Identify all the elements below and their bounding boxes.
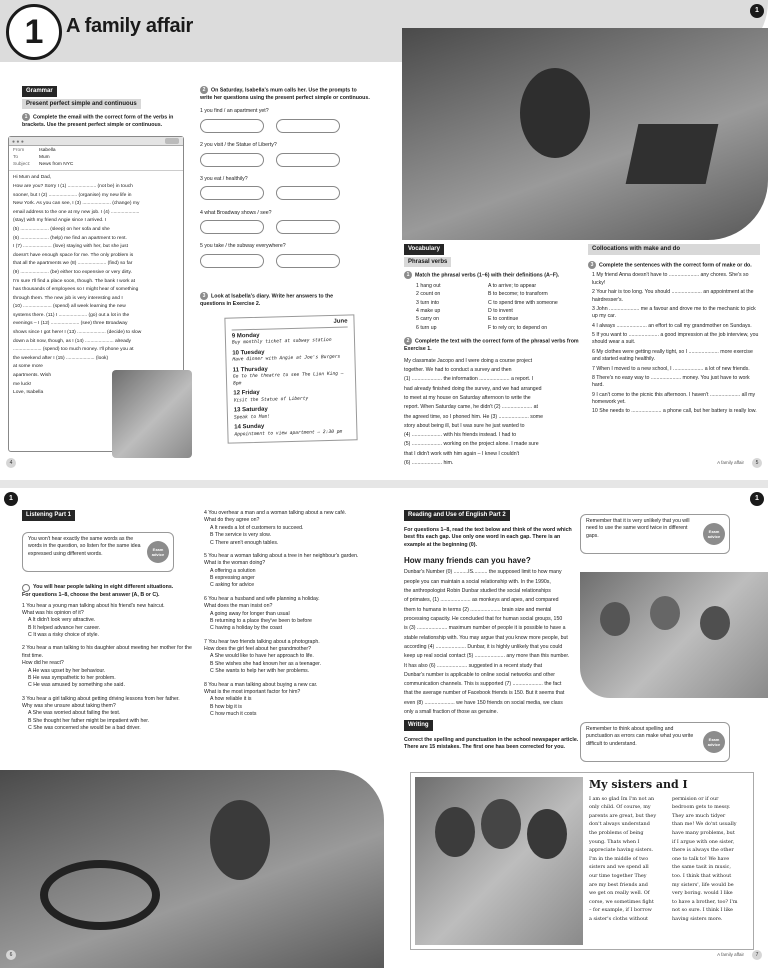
diary-day: 9 Monday bbox=[231, 332, 260, 340]
diary-note: Appointment to view apartment – 2:30 pm bbox=[234, 429, 343, 438]
text-line: only a small fraction of those as genuine. bbox=[404, 709, 499, 716]
listening-instruction-1: You will hear people talking in eight different situations. bbox=[33, 584, 174, 590]
question-stem: 6 You hear a husband and wife planning a holiday. bbox=[204, 595, 320, 602]
text-line: story about being ill, but I was sure he just wanted to bbox=[404, 422, 525, 429]
text-line: keep up real social contact (5) ..................... any more than this number. bbox=[404, 653, 570, 660]
email-from-value: Isabella bbox=[39, 148, 56, 153]
question-sub: What does the man insist on? bbox=[204, 603, 273, 610]
collocation-sentence: 9 I can't come to the picnic this afternoon. I haven't ..................... all my homework yet. bbox=[592, 391, 756, 406]
reading-gap-text bbox=[404, 568, 576, 716]
writing-exam-tip bbox=[580, 722, 730, 762]
listening-question bbox=[204, 553, 380, 590]
text-line: them to humans in terms (2) ..................... brain size and mental bbox=[404, 606, 552, 613]
listening-question-list-b bbox=[204, 510, 380, 718]
collocations-section bbox=[588, 244, 760, 418]
collocation-sentence: 5 If you want to ..................... a good impression at the job interview, you should wear a suit. bbox=[592, 332, 759, 346]
window-dots-icon: ● ● ● bbox=[12, 139, 24, 145]
exercise-number: 1 bbox=[22, 113, 30, 121]
article-line: we get on really well. Of bbox=[589, 890, 650, 897]
writing-label: Writing bbox=[404, 720, 433, 731]
photo-face-shape bbox=[700, 606, 730, 640]
answer-option[interactable]: C He was amused by something she said. bbox=[28, 682, 125, 689]
phrasal-verb: 2 count on bbox=[416, 291, 441, 298]
prompt-item bbox=[200, 108, 370, 136]
collocation-sentence: 2 Your hair is too long. You should ..................... an appointment at the hairdresser's. bbox=[592, 289, 754, 303]
collocation-sentence: 7 When I moved to a new school, I ..................... a lot of new friends. bbox=[592, 365, 750, 372]
footer-unit-name: A family affair bbox=[717, 460, 744, 465]
phrasal-verb: 5 carry on bbox=[416, 316, 440, 323]
question-answer-box[interactable] bbox=[200, 220, 264, 234]
exercise-number: 3 bbox=[200, 292, 208, 300]
collocations-instruction: Complete the sentences with the correct form of make or do. bbox=[599, 261, 752, 268]
diary-month: June bbox=[231, 318, 347, 331]
photo-face-shape bbox=[650, 596, 680, 630]
email-to-value: Mum bbox=[39, 154, 50, 160]
answer-option[interactable]: C She was concerned she would be a bad driver. bbox=[28, 725, 141, 732]
text-line: that the average number of Facebook friends is 150. But it seems that bbox=[404, 690, 565, 697]
question-stem: 8 You hear a man talking about buying a new car. bbox=[204, 681, 318, 688]
question-answer-box[interactable] bbox=[276, 220, 340, 234]
listening-question bbox=[204, 510, 380, 547]
ex3-instruction: Look at Isabella's diary. Write her answers to the questions in Exercise 2. bbox=[200, 293, 334, 307]
answer-option[interactable]: C There aren't enough tables. bbox=[210, 539, 279, 546]
text-line: (1) ..................... the information ..................... a report. I bbox=[404, 376, 534, 383]
page-number-right: 5 bbox=[752, 458, 762, 468]
grammar-section bbox=[22, 86, 192, 129]
ex2-instruction: On Saturday, Isabella's mum calls her. Use the prompts to write her questions using the present perfect simple or continuous. bbox=[200, 87, 370, 101]
sisters-photo bbox=[415, 777, 583, 945]
collocation-sentence: 10 She needs to ..................... a phone call, but her battery is really low. bbox=[592, 408, 757, 415]
collocation-sentence: 3 John ..................... me a favour and drove me to the mechanic to pick up my car. bbox=[592, 305, 756, 320]
email-from-key: From bbox=[13, 148, 25, 153]
article-line: have many problems, but bbox=[672, 829, 735, 836]
email-line: (9) ..................... (be) either too expensive or very dirty. bbox=[13, 269, 132, 275]
headphones-icon bbox=[22, 584, 30, 592]
text-line: (4) ..................... with his friends instead. I had to bbox=[404, 432, 517, 439]
ex2-section bbox=[200, 86, 370, 271]
definition: E to continue bbox=[488, 316, 519, 323]
question-stem: 5 You hear a woman talking about a tree in her neighbour's garden. bbox=[204, 552, 359, 559]
email-line: that all the apartments we (8) ..................... (find) so far bbox=[13, 261, 133, 267]
email-line: Hi Mum and Dad, bbox=[13, 175, 52, 181]
article-line: one to talk to! We have bbox=[672, 855, 730, 862]
article-line: sisters and we spend all bbox=[589, 864, 649, 871]
grammar-label: Grammar bbox=[22, 86, 57, 97]
listening-label: Listening Part 1 bbox=[22, 510, 75, 521]
question-answer-box[interactable] bbox=[200, 254, 264, 268]
email-line: ..................... (spend) too much money. I'll phone you at bbox=[13, 347, 134, 353]
prompt-text: 1 you find / an apartment yet? bbox=[200, 108, 269, 115]
diary-entry bbox=[234, 404, 350, 422]
text-line: that I didn't work with him again – I knew I couldn't bbox=[404, 450, 520, 457]
article-line: than me! We do'nt usually bbox=[672, 821, 737, 828]
article-line: a sister's cloths without bbox=[589, 915, 649, 922]
email-line: (10) ..................... (spend) all week learning the new bbox=[13, 304, 126, 310]
email-line: How are you? Sorry I (1) ..................... (not be) in touch bbox=[13, 183, 133, 189]
prompt-item bbox=[200, 176, 370, 204]
reading-section bbox=[404, 510, 576, 717]
answer-option[interactable]: A He was upset by her behaviour. bbox=[28, 667, 106, 674]
email-line: me luck! bbox=[13, 381, 32, 387]
question-stem: 2 You hear a man talking to his daughter about meeting her mother for the first time. bbox=[22, 645, 192, 659]
article-line: I am so glad Im I'm not an bbox=[589, 795, 655, 802]
phrasal-verb: 3 turn into bbox=[416, 299, 440, 306]
question-answer-box[interactable] bbox=[200, 119, 264, 133]
listening-question bbox=[22, 645, 194, 689]
exam-advice-badge: Exam advice bbox=[147, 541, 169, 563]
question-stem: 1 You hear a young man talking about his friend's new haircut. bbox=[22, 602, 165, 609]
answer-option[interactable]: B expressing anger bbox=[210, 575, 255, 581]
answer-option[interactable]: A It didn't look very attractive. bbox=[28, 617, 96, 624]
spread-unit-1 bbox=[0, 0, 768, 480]
exercise-number: 2 bbox=[200, 86, 208, 94]
writing-tip-text: Remember to think about spelling and punctuation as errors can make what you write difficult to understand. bbox=[586, 726, 694, 747]
text-line: the anthropologist Robin Dunbar studied the social relationships bbox=[404, 588, 551, 595]
writing-instruction: Correct the spelling and punctuation in the school newspaper article. There are 15 mistakes. The first one has been corrected for you. bbox=[404, 736, 579, 751]
email-line: doesn't have enough space for me. The only problem is bbox=[13, 252, 134, 258]
email-line: I (7) ..................... (love) staying with her, but she just bbox=[13, 244, 128, 250]
answer-option[interactable]: B She thought her father might be impatient with her. bbox=[28, 717, 150, 724]
listening-tip-text: You won't hear exactly the same words as the words in the question, so listen for the same idea expressed using different words. bbox=[28, 536, 141, 557]
article-title: My sisters and I bbox=[589, 778, 688, 791]
answer-option[interactable]: C asking for advice bbox=[210, 582, 255, 589]
collocation-sentence: 4 I always ..................... an effort to call my grandmother on Sundays. bbox=[592, 322, 752, 329]
email-line: through them. The new job is very interesting and I bbox=[13, 295, 123, 301]
answer-option[interactable]: A She was worried about failing the test. bbox=[28, 710, 121, 717]
email-line: email address to the one at my new job. I (4) ..................... bbox=[13, 209, 140, 215]
photo-face-shape bbox=[481, 799, 521, 849]
email-subject-value: News from NYC bbox=[39, 161, 74, 167]
listening-exam-tip bbox=[22, 532, 174, 572]
writing-section bbox=[404, 720, 580, 752]
email-line: New York. As you can see, I (3) ..................... (change) my bbox=[13, 201, 140, 207]
vocab-topic: Phrasal verbs bbox=[404, 257, 451, 268]
collocation-sentences bbox=[588, 272, 760, 415]
diary-note: Visit the Statue of Liberty bbox=[233, 396, 309, 404]
text-line: the agreed time, so I phoned him. He (3) ..................... some bbox=[404, 413, 543, 420]
reading-tip-text: Remember that it is very unlikely that you will need to use the same word twice in different gaps. bbox=[586, 518, 690, 539]
text-line: had already finished doing the survey, and we had arranged bbox=[404, 385, 542, 392]
email-line: (6) ..................... (help) me find an apartment to rent. bbox=[13, 235, 127, 241]
answer-option[interactable]: B returning to a place they've been to before bbox=[210, 617, 312, 624]
diary-note: Have dinner with Angie at Joe's Burgers bbox=[232, 354, 341, 363]
listening-question bbox=[204, 639, 380, 676]
email-line: the weekend after I (15) ..................... (look) bbox=[13, 355, 109, 361]
spread-unit-1-exams bbox=[0, 488, 768, 968]
article-line: I'm in the middle of two bbox=[589, 855, 649, 862]
text-line: according (4) ..................... Dunbar, it is highly unlikely that you could bbox=[404, 643, 563, 650]
article-line: too. I think that without bbox=[672, 872, 732, 879]
article-line: to have a brother, too? I'm bbox=[672, 898, 738, 905]
diary-day: 10 Tuesday bbox=[232, 349, 265, 357]
article-line: my sisters', life would be bbox=[672, 881, 734, 888]
text-line: report. When Saturday came, he didn't (2) ..................... at bbox=[404, 404, 538, 411]
article-line: our time together They bbox=[589, 872, 647, 879]
question-answer-box[interactable] bbox=[276, 186, 340, 200]
isabella-photo bbox=[112, 370, 192, 458]
email-line: (stay) with my friend Angie since I arrived. I bbox=[13, 218, 107, 224]
reading-exam-tip bbox=[580, 514, 730, 554]
article-line: if I argue with one sister, bbox=[672, 838, 735, 845]
article-line: – for example, if I borrow bbox=[589, 907, 652, 914]
question-answer-box[interactable] bbox=[200, 153, 264, 167]
definition-list bbox=[488, 283, 580, 333]
diary-day: 14 Sunday bbox=[234, 423, 265, 431]
spread-gap bbox=[0, 480, 768, 488]
vocabulary-section bbox=[404, 244, 580, 468]
prompt-text: 5 you take / the subway everywhere? bbox=[200, 243, 286, 250]
question-stem: 3 You hear a girl talking about getting driving lessons from her father. bbox=[22, 695, 180, 702]
answer-option[interactable]: B It helped advance her career. bbox=[28, 624, 101, 631]
answer-option[interactable]: A how reliable it is bbox=[210, 696, 252, 703]
listening-question bbox=[22, 603, 194, 640]
car-driving-photo bbox=[0, 770, 384, 968]
question-sub: What is the most important factor for him? bbox=[204, 688, 301, 695]
email-line: down a bit now, though, as I (14) ..................... already bbox=[13, 338, 131, 344]
diary-entry bbox=[232, 346, 348, 364]
question-stem: 4 You overhear a man and a woman talking about a new café. bbox=[204, 510, 347, 516]
answer-option[interactable]: C how much it costs bbox=[210, 711, 257, 717]
listening-questions-a bbox=[22, 584, 194, 739]
corner-unit-badge: 1 bbox=[750, 4, 764, 18]
prompt-item bbox=[200, 210, 370, 238]
diary-entry bbox=[233, 363, 350, 388]
prompt-item bbox=[200, 142, 370, 170]
question-sub: How did he react? bbox=[22, 660, 64, 667]
diary-note: Buy monthly ticket at subway station bbox=[231, 337, 332, 346]
text-line: (5) ..................... working on the project alone. I made sure bbox=[404, 441, 539, 448]
prompt-text: 2 you visit / the Statue of Liberty? bbox=[200, 142, 277, 149]
footer-unit-name: A family affair bbox=[717, 952, 744, 957]
question-sub: What is the woman doing? bbox=[204, 560, 266, 567]
photo-face-shape bbox=[435, 807, 475, 857]
article-line: having sisters more. bbox=[672, 915, 723, 922]
text-line: Dunbar's number is applicable to online social networks and other bbox=[404, 671, 555, 678]
photo-figure-shape bbox=[520, 68, 590, 158]
woman-laptop-photo bbox=[402, 28, 768, 240]
phrasal-verb: 4 make up bbox=[416, 308, 441, 315]
photo-face-shape bbox=[600, 602, 630, 636]
corner-unit-badge-right: 1 bbox=[750, 492, 764, 506]
question-sub: What do they agree on? bbox=[204, 517, 260, 524]
vocab-gap-text bbox=[404, 357, 580, 468]
question-sub: Why was she unsure about taking them? bbox=[22, 703, 116, 710]
email-subject-key: Subject: bbox=[13, 161, 31, 167]
definition: C to spend time with someone bbox=[488, 299, 558, 306]
ex2-prompts bbox=[200, 108, 370, 271]
answer-option[interactable]: C It was a risky choice of style. bbox=[28, 632, 99, 639]
diary-day: 11 Thursday bbox=[232, 366, 268, 374]
page-number-left: 6 bbox=[6, 950, 16, 960]
article-line: parents are great, but they bbox=[589, 812, 657, 819]
text-line: (6) ..................... him. bbox=[404, 460, 454, 467]
photo-steering-wheel-shape bbox=[40, 860, 160, 930]
email-send-icon bbox=[165, 138, 179, 144]
listening-question-list-a bbox=[22, 603, 194, 733]
question-sub: How does the girl feel about her grandmother? bbox=[204, 646, 311, 652]
article-column-1 bbox=[589, 796, 666, 925]
email-line: (5) ..................... (sleep) on her sofa and she bbox=[13, 226, 110, 232]
answer-option[interactable]: A going away for longer than usual bbox=[210, 610, 290, 617]
page-number-right: 7 bbox=[752, 950, 762, 960]
article-line: there is always the other bbox=[672, 847, 734, 854]
photo-passenger-shape bbox=[210, 800, 270, 880]
exam-advice-badge: Exam advice bbox=[703, 731, 725, 753]
answer-option[interactable]: B She wishes she had known her as a teenager. bbox=[210, 660, 322, 667]
reading-heading: How many friends can you have? bbox=[404, 556, 531, 566]
exam-advice-badge: Exam advice bbox=[703, 523, 725, 545]
article-line: They are much tidyer bbox=[672, 812, 726, 819]
email-line: shows since I got here! I (13) ..................... (decide) to slow bbox=[13, 330, 142, 336]
article-line: the same tasit in music, bbox=[672, 864, 731, 871]
newspaper-article bbox=[410, 772, 754, 950]
email-toolbar bbox=[9, 137, 183, 146]
text-line: My classmate Jacopo and I were doing a course project bbox=[404, 357, 533, 364]
email-line: at some more bbox=[13, 364, 43, 370]
collocations-label: Collocations with make and do bbox=[588, 244, 760, 255]
answer-option[interactable]: A offering a solution bbox=[210, 567, 256, 574]
question-answer-box[interactable] bbox=[276, 254, 340, 268]
reading-label: Reading and Use of English Part 2 bbox=[404, 510, 510, 521]
article-line: not so sure. I think I like bbox=[672, 907, 733, 914]
exercise-number: 1 bbox=[404, 271, 412, 279]
text-line: is (3) ..................... maximum number of people it is possible to have a bbox=[404, 625, 566, 632]
diary-day: 12 Friday bbox=[233, 389, 260, 397]
question-sub: What was his opinion of it? bbox=[22, 609, 84, 616]
corner-unit-badge-left: 1 bbox=[4, 492, 18, 506]
prompt-text: 3 you eat / healthily? bbox=[200, 175, 248, 182]
article-line: young. Thats when I bbox=[589, 838, 640, 845]
email-line: apartments. Wish bbox=[13, 373, 52, 379]
phrasal-verb: 6 turn up bbox=[416, 324, 437, 331]
diary-entry bbox=[234, 421, 350, 439]
vocab-label: Vocabulary bbox=[404, 244, 444, 255]
photo-laptop-shape bbox=[626, 124, 719, 184]
text-line: Dunbar's Number (0) ..........IS.......... the supposed limit to how many bbox=[404, 569, 562, 576]
email-line: evenings – I (12) ..................... (see) three Broadway bbox=[13, 321, 128, 327]
diary-note: Speak to Mum! bbox=[233, 414, 271, 421]
vocab-ex2-instruction: Complete the text with the correct form of the phrasal verbs from Exercise 1. bbox=[404, 338, 579, 353]
listening-section bbox=[22, 510, 194, 521]
answer-option[interactable]: B The service is very slow. bbox=[210, 532, 272, 539]
text-line: It has also (6) ..................... suggested in a recent study that bbox=[404, 662, 543, 669]
text-line: stable relationship with. You may argue that you know more people, but bbox=[404, 634, 568, 641]
definition: A to arrive; to appear bbox=[488, 282, 537, 289]
email-header bbox=[9, 146, 183, 171]
listening-questions-b bbox=[204, 510, 380, 724]
article-line: are my best friends and bbox=[589, 881, 648, 888]
text-line: to meet at my house on Saturday afternoon to write the bbox=[404, 394, 531, 401]
article-line: the problems of being bbox=[589, 829, 644, 836]
article-line: corse, we sometimes fight bbox=[589, 898, 654, 905]
definition: B to become; to transform bbox=[488, 291, 548, 298]
question-answer-box[interactable] bbox=[276, 153, 340, 167]
article-line: permision or if our bbox=[672, 795, 719, 802]
exercise-number: 2 bbox=[404, 337, 412, 345]
article-line: don't always understand bbox=[589, 821, 650, 828]
question-answer-box[interactable] bbox=[200, 186, 264, 200]
text-line: communication channels. This is supported (7) ..................... the fact bbox=[404, 681, 562, 688]
answer-option[interactable]: C having a holiday by the coast bbox=[210, 625, 283, 632]
vocab-ex1-instruction: Match the phrasal verbs (1–6) with their definitions (A–F). bbox=[415, 272, 560, 279]
page-number-left: 4 bbox=[6, 458, 16, 468]
question-answer-box[interactable] bbox=[276, 119, 340, 133]
listening-question bbox=[204, 682, 380, 719]
text-line: people you can maintain a social relationship with. In the 1990s, bbox=[404, 578, 551, 585]
prompt-item bbox=[200, 243, 370, 271]
ex3-section bbox=[200, 292, 350, 308]
grammar-ex1-instruction: Complete the email with the correct form of the verbs in brackets. Use the present perfect simple or continuous. bbox=[22, 114, 174, 128]
answer-option[interactable]: A She would like to have her approach to life. bbox=[210, 653, 314, 660]
diary-entry bbox=[232, 329, 348, 347]
text-line: processing capacity. He concluded that for human social groups, 150 bbox=[404, 615, 563, 622]
article-line: very boring. would I like bbox=[672, 890, 733, 897]
collocation-sentence: 6 My clothes were getting really tight, so I ..................... more exercise and started eating healthily. bbox=[592, 348, 753, 363]
definition: D to invent bbox=[488, 308, 513, 315]
email-line: Love, Isabella bbox=[13, 390, 44, 396]
question-stem: 7 You hear two friends talking about a photograph. bbox=[204, 638, 320, 645]
email-line: has thousands of employees so I might hear of something bbox=[13, 287, 139, 293]
answer-option[interactable]: B how big it is bbox=[210, 703, 243, 710]
collocation-sentence: 8 There's no easy way to ..................... money. You just have to work hard. bbox=[592, 374, 750, 389]
text-line: even (8) ..................... we have 150 friends on social media, we class bbox=[404, 699, 563, 706]
unit-title: A family affair bbox=[66, 15, 194, 37]
listening-question bbox=[204, 596, 380, 633]
listening-question bbox=[22, 696, 194, 733]
friends-group-photo bbox=[580, 572, 768, 698]
diary-entry bbox=[233, 387, 349, 405]
collocation-sentence: 1 My friend Anna doesn't have to ..................... any chores. She's so lucky! bbox=[592, 272, 749, 286]
email-line: sooner, but I (2) ..................... (organise) my new life in bbox=[13, 192, 132, 198]
unit-number: 1 bbox=[6, 4, 62, 60]
diary-note: Go to the theatre to see The Lion King – 8pm bbox=[232, 371, 344, 387]
definition: F to rely on; to depend on bbox=[488, 324, 548, 331]
photo-face-shape bbox=[527, 809, 567, 859]
email-to-key: To bbox=[13, 154, 19, 160]
phrasal-verb-list bbox=[416, 283, 488, 333]
email-line: I'm sure I'll find a place soon, though. The bank I work at bbox=[13, 278, 135, 284]
email-line: systems there. (11) I ..................... (go) out a lot in the bbox=[13, 312, 130, 318]
answer-option[interactable]: A It needs a lot of customers to succeed. bbox=[210, 524, 304, 531]
answer-option[interactable]: B He was sympathetic to her problem. bbox=[28, 674, 116, 681]
exercise-number: 3 bbox=[588, 261, 596, 269]
diary-days bbox=[232, 329, 351, 439]
listening-instruction-2: For questions 1–8, choose the best answer (A, B or C). bbox=[22, 592, 160, 598]
article-line: appreciate having sisters. bbox=[589, 847, 654, 854]
article-column-2 bbox=[672, 796, 749, 925]
diary-day: 13 Saturday bbox=[233, 406, 268, 414]
text-line: of primates, (1) ..................... as monkeys and apes, and compared bbox=[404, 597, 559, 604]
article-line: bedroom gets to messy. bbox=[672, 804, 731, 811]
email-body bbox=[9, 171, 183, 400]
phrasal-verb: 1 hang out bbox=[416, 282, 441, 289]
article-line: only child. Of course, my bbox=[589, 804, 651, 811]
answer-option[interactable]: C She wants to help her with her problems. bbox=[210, 668, 310, 675]
grammar-topic: Present perfect simple and continuous bbox=[22, 99, 141, 110]
text-line: together. We had to conduct a survey and then bbox=[404, 366, 512, 373]
prompt-text: 4 what Broadway shows / see? bbox=[200, 209, 272, 216]
diary-page bbox=[224, 314, 357, 443]
reading-instruction: For questions 1–8, read the text below and think of the word which best fits each gap. Use only one word in each gap. There is an example at the beginning (0). bbox=[404, 526, 572, 548]
